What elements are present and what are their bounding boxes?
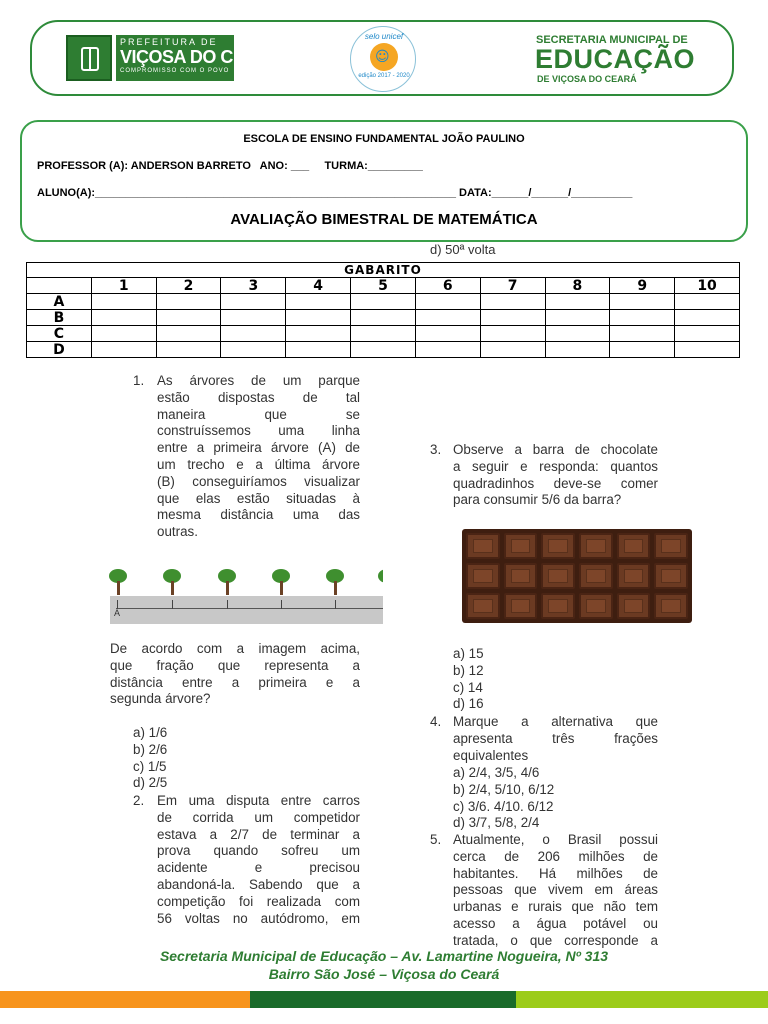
q1-options [133,725,167,792]
answer-cell[interactable] [221,294,286,310]
tree-icon [326,569,344,599]
chocolate-piece [617,563,651,589]
answer-cell[interactable] [91,342,156,358]
option[interactable]: d) 16 [453,696,484,712]
q4-options [453,765,554,832]
gabarito-title: GABARITO [27,263,740,278]
col-header: 6 [415,278,480,294]
answer-cell[interactable] [156,326,221,342]
col-header: 3 [221,278,286,294]
tick [227,600,228,609]
footer-neighborhood: Bairro São José – Viçosa do Ceará [268,966,500,982]
row-header: C [27,326,92,342]
answer-cell[interactable] [286,294,351,310]
tree-strip-image [110,596,383,624]
answer-cell[interactable] [480,342,545,358]
answer-cell[interactable] [351,326,416,342]
answer-cell[interactable] [351,294,416,310]
option[interactable]: d) 3/7, 5/8, 2/4 [453,815,540,831]
prefeitura-wordmark: PREFEITURA DE VIÇOSA DO CEARÁ COMPROMISSO COM O POVO [116,35,234,81]
chocolate-piece [541,563,575,589]
answer-cell[interactable] [545,294,610,310]
col-header: 9 [610,278,675,294]
option[interactable]: c) 3/6. 4/10. 6/12 [453,798,554,814]
chocolate-piece [504,563,538,589]
family-icon: ☺ [375,49,390,65]
answer-cell[interactable] [415,310,480,326]
answer-cell[interactable] [286,326,351,342]
chocolate-piece [654,593,688,619]
col-header: 4 [286,278,351,294]
option[interactable]: a) 15 [453,646,484,661]
tick [172,600,173,609]
answer-cell[interactable] [351,342,416,358]
q3-options [453,646,484,713]
answer-cell[interactable] [156,294,221,310]
tree-icon [218,569,236,599]
col-header: 8 [545,278,610,294]
answer-cell[interactable] [675,294,740,310]
answer-cell[interactable] [610,342,675,358]
chocolate-bar-image [462,529,692,623]
tree-icon [163,569,181,599]
answer-cell[interactable] [286,342,351,358]
tick [335,600,336,609]
corner-cell [27,278,92,294]
answer-cell[interactable] [415,294,480,310]
answer-cell[interactable] [675,310,740,326]
answer-cell[interactable] [415,326,480,342]
chocolate-piece [504,593,538,619]
answer-cell[interactable] [286,310,351,326]
chocolate-piece [654,563,688,589]
col-header: 5 [351,278,416,294]
aluno-line: ALUNO(A):___________________________________________________________ DATA:______/______/__________ [37,187,633,199]
option[interactable]: c) 14 [453,679,483,695]
answer-cell[interactable] [480,310,545,326]
answer-cell[interactable] [610,310,675,326]
col-header: 1 [91,278,156,294]
answer-cell[interactable] [91,310,156,326]
answer-cell[interactable] [221,326,286,342]
chocolate-piece [504,533,538,559]
q4-number: 4. [430,714,442,729]
secretaria-line1: SECRETARIA MUNICIPAL DE [536,34,688,46]
chocolate-piece [617,533,651,559]
selo-unicef-logo: selo unicef ☺ edição 2017 - 2020 [350,26,416,92]
footer-stripe-lime [516,991,768,1008]
q5-text: Atualmente, o Brasil possui cerca de 206 milhões de habitantes. Há milhões de pessoas que vivem em áreas urbanas e rurais que não tem acesso a água potável ou tratada, o que corresponde a [453,832,658,948]
answer-cell[interactable] [610,326,675,342]
option[interactable]: b) 2/6 [133,741,168,757]
chocolate-piece [579,563,613,589]
answer-cell[interactable] [675,326,740,342]
q5-number: 5. [430,832,442,847]
answer-cell[interactable] [545,310,610,326]
chocolate-piece [579,533,613,559]
q4-text: Marque a alternativa que apresenta três frações equivalentes [453,714,658,763]
answer-cell[interactable] [415,342,480,358]
tree-icon [272,569,290,599]
option[interactable]: a) 2/4, 3/5, 4/6 [453,765,540,780]
option[interactable]: c) 1/5 [133,758,167,774]
answer-cell[interactable] [351,310,416,326]
chocolate-piece [617,593,651,619]
footer-stripe-orange [0,991,250,1008]
school-name: ESCOLA DE ENSINO FUNDAMENTAL JOÃO PAULINO [243,133,525,145]
crest-icon [66,35,112,81]
q3-text: Observe a barra de chocolate a seguir e responda: quantos quadradinhos deve-se comer para consumir 5/6 da barra? [453,442,658,508]
answer-cell[interactable] [156,342,221,358]
tick [281,600,282,609]
q1-text: As árvores de um parque estão dispostas de tal maneira que se construíssemos uma linha entre a primeira árvore (A) de um trecho e a última árvore (B) conseguiríamos visualizar que elas estão situadas à mesma distância uma das outras. [157,373,360,540]
chocolate-piece [579,593,613,619]
answer-cell[interactable] [156,310,221,326]
distance-line [116,608,383,609]
q2-text: Em uma disputa entre carros de corrida um competidor estava a 2/7 de terminar a prova quando sofreu um acidente e precisou abandoná-la. Sabendo que a competição foi realizada com 56 voltas no autódromo, em [157,793,360,926]
answer-cell[interactable] [610,294,675,310]
col-header: 2 [156,278,221,294]
answer-cell[interactable] [221,342,286,358]
secretaria-line3: DE VIÇOSA DO CEARÁ [537,74,637,84]
option[interactable]: b) 12 [453,662,484,678]
prefeitura-logo [66,35,282,81]
q1-prompt: De acordo com a imagem acima, que fração que representa a distância entre a primeira e a segunda árvore? [110,641,360,707]
fragment-option: d) 50ª volta [430,242,496,257]
answer-grid [26,262,740,358]
answer-cell[interactable] [221,310,286,326]
tree-label-a: A [114,608,121,618]
row-header: B [27,310,92,326]
chocolate-piece [466,593,500,619]
chocolate-piece [466,563,500,589]
col-header: 10 [675,278,740,294]
option[interactable]: d) 2/5 [133,775,168,791]
exam-title: AVALIAÇÃO BIMESTRAL DE MATEMÁTICA [230,211,538,228]
answer-cell[interactable] [675,342,740,358]
option[interactable]: a) 1/6 [133,725,168,740]
q3-number: 3. [430,442,442,457]
chocolate-piece [541,533,575,559]
tree-icon [378,569,383,599]
footer-address: Secretaria Municipal de Educação – Av. Lamartine Nogueira, Nº 313 [159,948,609,964]
chocolate-piece [466,533,500,559]
row-header: D [27,342,92,358]
answer-cell[interactable] [91,326,156,342]
col-header: 7 [480,278,545,294]
answer-cell[interactable] [545,326,610,342]
answer-cell[interactable] [480,326,545,342]
chocolate-piece [654,533,688,559]
q2-number: 2. [133,793,145,808]
answer-cell[interactable] [91,294,156,310]
professor-line: PROFESSOR (A): ANDERSON BARRETO ANO: ___ TURMA:_________ [37,160,423,172]
answer-cell[interactable] [545,342,610,358]
secretaria-line2: EDUCAÇÃO [535,44,696,74]
row-header: A [27,294,92,310]
tree-icon [109,569,127,599]
answer-cell[interactable] [480,294,545,310]
chocolate-piece [541,593,575,619]
footer-stripe-green [250,991,516,1008]
q1-number: 1. [133,373,145,388]
option[interactable]: b) 2/4, 5/10, 6/12 [453,781,555,797]
